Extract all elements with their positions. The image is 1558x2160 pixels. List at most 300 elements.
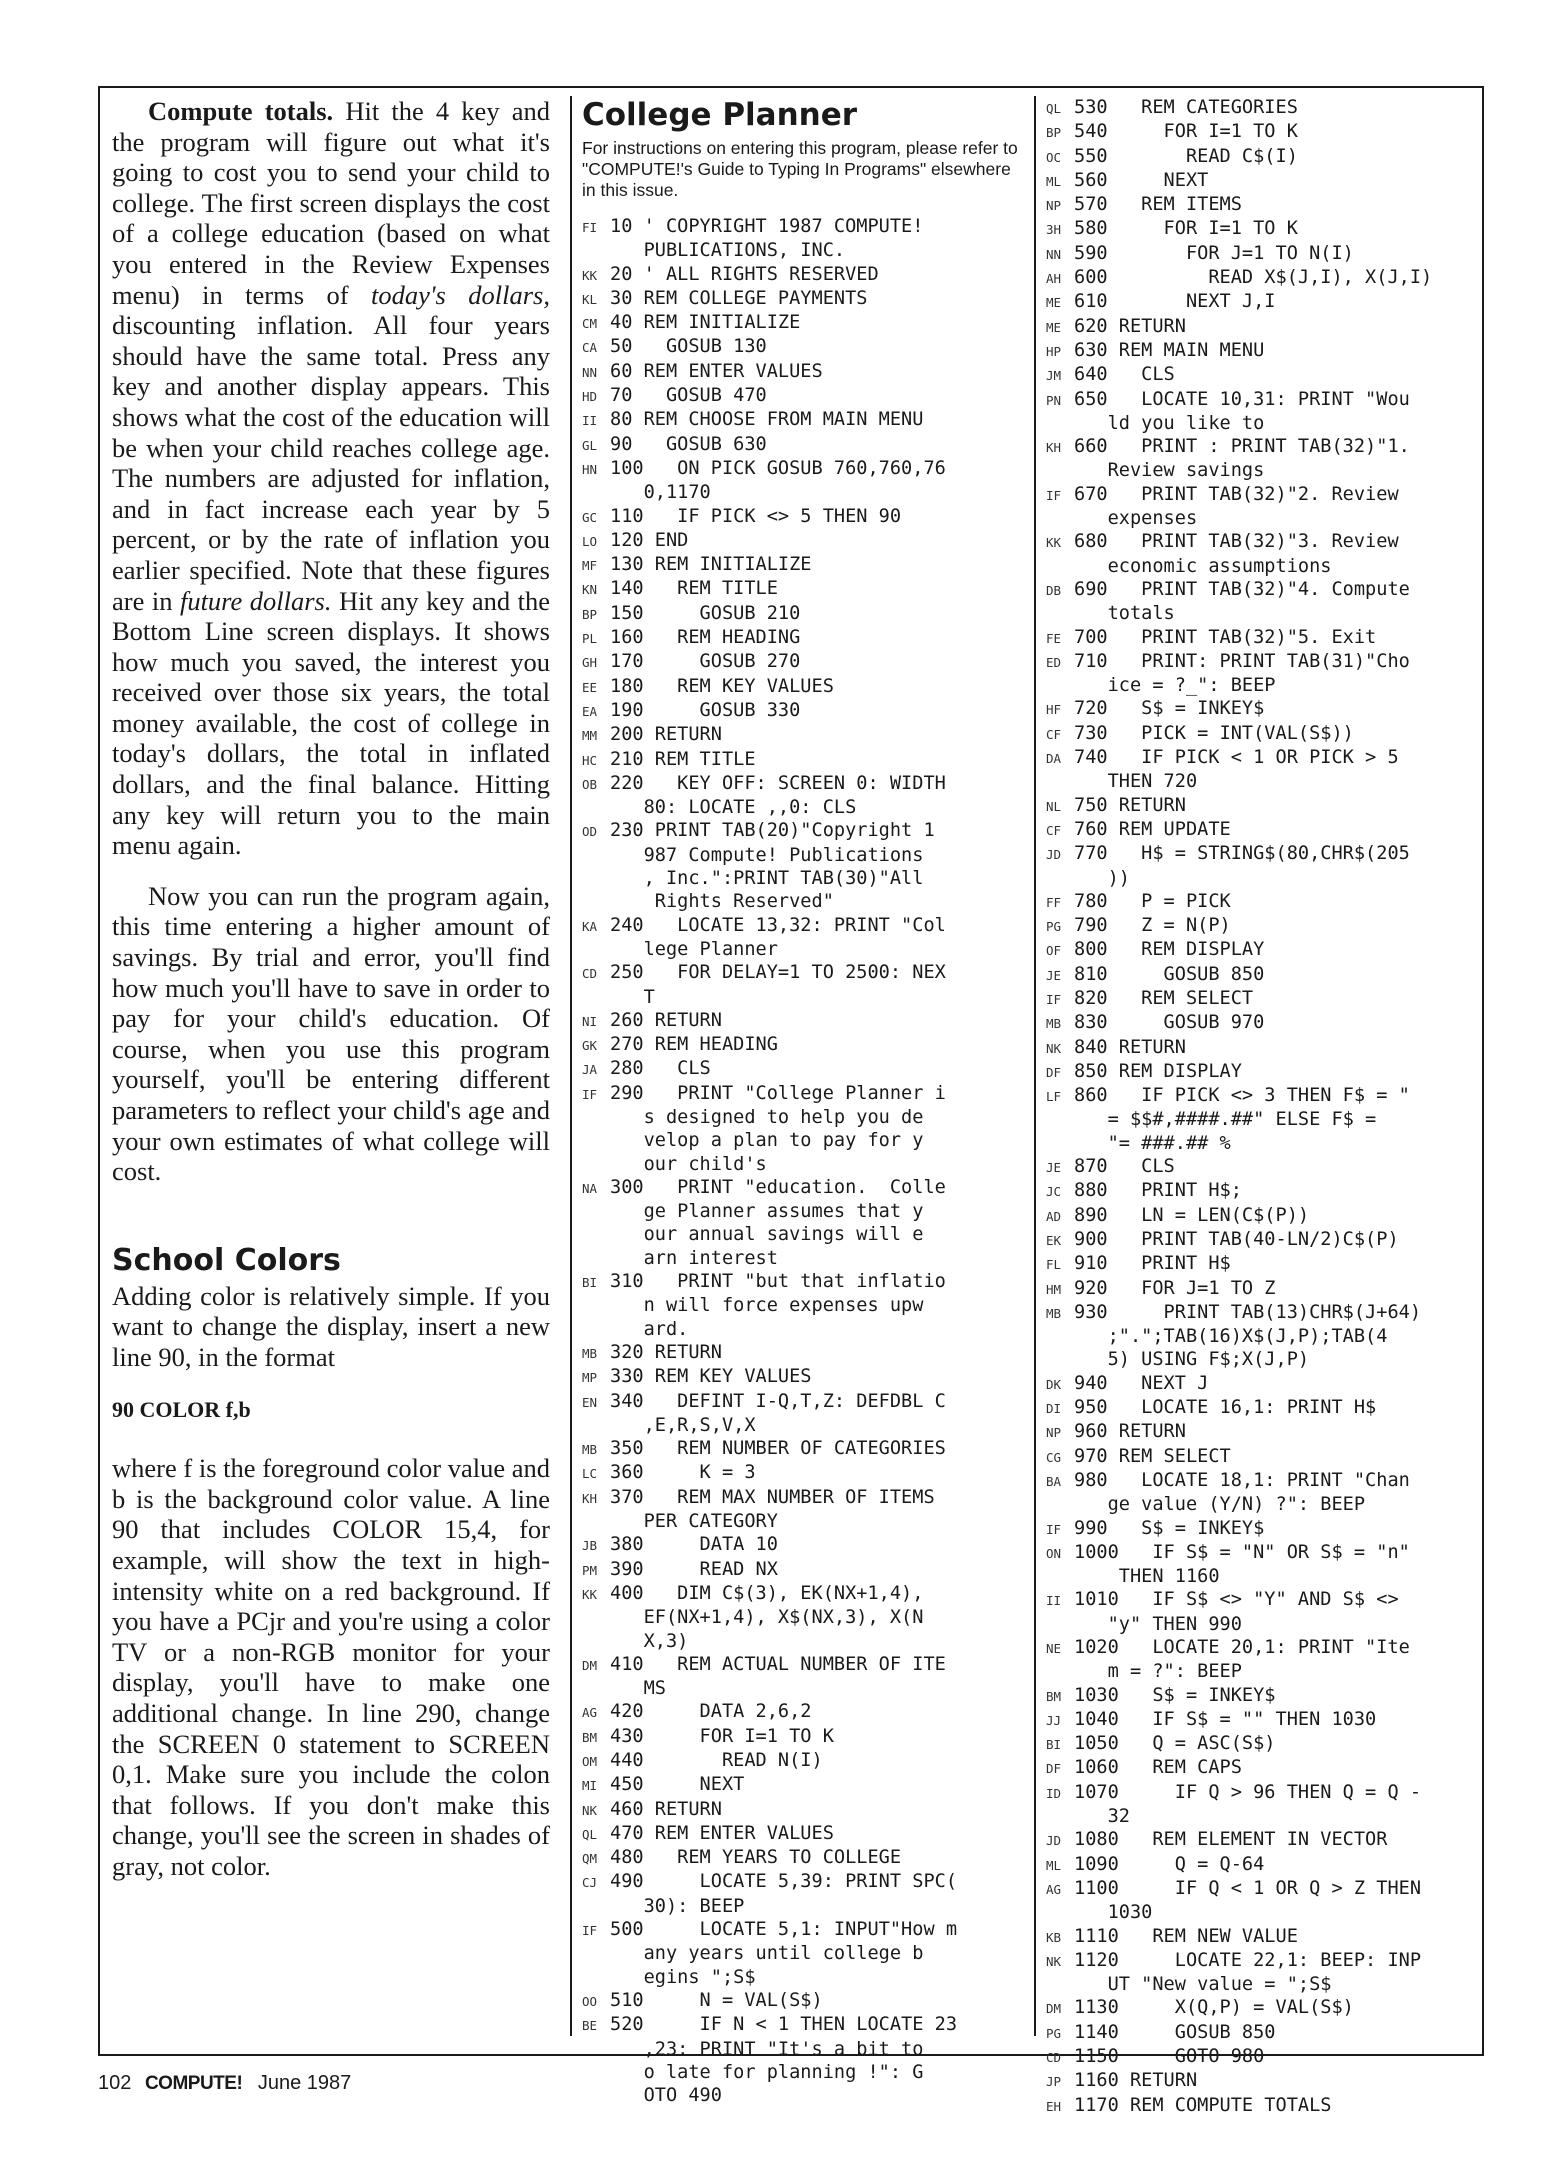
code-line: [582, 650, 1024, 674]
checksum: AH: [1046, 271, 1062, 287]
code-line: [1046, 435, 1476, 459]
checksum: KB: [1046, 1929, 1062, 1945]
checksum: GK: [582, 1038, 598, 1054]
code-line: [1046, 1805, 1476, 1828]
code-text: 350 REM NUMBER OF CATEGORIES: [610, 1438, 946, 1460]
code-text: 1170 REM COMPUTE TOTALS: [1074, 2094, 1332, 2116]
code-line: [582, 239, 1024, 262]
code-line: [582, 1153, 1024, 1176]
code-line: [582, 914, 1024, 938]
code-text: 810 GOSUB 850: [1074, 963, 1265, 985]
code-line: [1046, 1011, 1476, 1035]
checksum: QL: [582, 1826, 598, 1842]
code-text: 500 LOCATE 5,1: INPUT"How m: [610, 1919, 958, 1941]
code-line: [1046, 388, 1476, 412]
code-text: 990 S$ = INKEY$: [1074, 1517, 1265, 1539]
checksum: ID: [1046, 1785, 1062, 1801]
checksum: JA: [582, 1062, 598, 1078]
code-text: )): [1074, 867, 1130, 889]
article-column: [112, 96, 550, 1881]
code-line: [1046, 1325, 1476, 1348]
code-line: [1046, 1877, 1476, 1901]
code-line: [582, 2013, 1024, 2037]
code-text: 1030: [1074, 1902, 1153, 1924]
code-line: [582, 699, 1024, 723]
code-line: [1046, 1828, 1476, 1852]
code-line: [1046, 315, 1476, 339]
checksum: JD: [1046, 1833, 1062, 1849]
page-footer: [98, 2072, 351, 2095]
checksum: MB: [582, 1345, 598, 1361]
code-text: ge value (Y/N) ?": BEEP: [1074, 1494, 1366, 1516]
code-text: 610 NEXT J,I: [1074, 291, 1276, 313]
checksum: KK: [582, 267, 598, 283]
code-line: [1046, 1732, 1476, 1756]
checksum: NK: [582, 1802, 598, 1818]
checksum: AD: [1046, 1208, 1062, 1224]
code-line: [582, 408, 1024, 432]
checksum: JC: [1046, 1184, 1062, 1200]
checksum: MB: [1046, 1305, 1062, 1321]
code-line: [1046, 1925, 1476, 1949]
checksum: GL: [582, 437, 598, 453]
checksum: EK: [1046, 1232, 1062, 1248]
code-line: [1046, 1277, 1476, 1301]
code-text: 1090 Q = Q-64: [1074, 1853, 1265, 1875]
code-text: m = ?": BEEP: [1074, 1661, 1242, 1683]
checksum: NP: [1046, 198, 1062, 214]
code-line: [1046, 987, 1476, 1011]
code-text: 1100 IF Q < 1 OR Q > Z THEN: [1074, 1877, 1422, 1899]
code-line: [582, 215, 1024, 239]
code-line: [582, 1942, 1024, 1965]
code-text: 400 DIM C$(3), EK(NX+1,4),: [610, 1582, 924, 1604]
code-line: [1046, 120, 1476, 144]
checksum: JD: [1046, 847, 1062, 863]
code-text: 80 REM CHOOSE FROM MAIN MENU: [610, 409, 924, 431]
code-text: 440 READ N(I): [610, 1750, 823, 1771]
code-line: [582, 457, 1024, 481]
code-line: [582, 1725, 1024, 1749]
checksum: AG: [1046, 1881, 1062, 1897]
code-text: 410 REM ACTUAL NUMBER OF ITE: [610, 1653, 946, 1675]
code-line: [582, 1653, 1024, 1677]
code-text: 20 ' ALL RIGHTS RESERVED: [610, 263, 879, 285]
checksum: NK: [1046, 1040, 1062, 1056]
code-text: 540 FOR I=1 TO K: [1074, 121, 1298, 143]
code-line: [582, 1846, 1024, 1870]
checksum: CF: [1046, 726, 1062, 742]
code-line: [582, 1895, 1024, 1918]
checksum: HD: [582, 389, 598, 405]
checksum: DA: [1046, 751, 1062, 767]
code-line: [1046, 1060, 1476, 1084]
page-number: 102: [98, 2072, 132, 2094]
checksum: DK: [1046, 1376, 1062, 1392]
checksum: OM: [582, 1754, 598, 1769]
checksum: DM: [582, 1657, 598, 1673]
checksum: EE: [582, 679, 598, 695]
code-text: 987 Compute! Publications: [610, 844, 924, 866]
code-text: 880 PRINT H$;: [1074, 1180, 1242, 1202]
checksum: NA: [582, 1180, 598, 1196]
code-line: [1046, 96, 1476, 120]
code-text: our child's: [610, 1153, 767, 1175]
code-line: [1046, 1517, 1476, 1541]
code-text: 800 REM DISPLAY: [1074, 939, 1265, 961]
code-text: 510 N = VAL(S$): [610, 1989, 823, 2011]
checksum: CD: [1046, 2050, 1062, 2066]
code-line: [582, 1461, 1024, 1485]
code-line: [582, 577, 1024, 601]
code-line: [582, 890, 1024, 913]
code-text: 450 NEXT: [610, 1774, 745, 1796]
code-text: 830 GOSUB 970: [1074, 1012, 1265, 1034]
code-text: 1130 X(Q,P) = VAL(S$): [1074, 1997, 1354, 2019]
code-line: [1046, 169, 1476, 193]
code-line: [1046, 818, 1476, 842]
code-line: [1046, 770, 1476, 793]
checksum: HN: [582, 461, 598, 477]
code-line: [1046, 602, 1476, 625]
code-text: 1150 GOTO 980: [1074, 2046, 1265, 2068]
checksum: JJ: [1046, 1712, 1062, 1728]
code-line: [582, 1129, 1024, 1152]
code-text: economic assumptions: [1074, 555, 1332, 577]
code-line: [1046, 1493, 1476, 1516]
code-text: 600 READ X$(J,I), X(J,I): [1074, 267, 1433, 289]
code-text: 620 RETURN: [1074, 315, 1186, 337]
code-text: 690 PRINT TAB(32)"4. Compute: [1074, 578, 1410, 600]
code-line: [1046, 1108, 1476, 1131]
code-text: 770 H$ = STRING$(80,CHR$(205: [1074, 843, 1410, 865]
code-line: [582, 335, 1024, 359]
code-line: [582, 481, 1024, 504]
checksum: IF: [582, 1923, 598, 1939]
code-text: n will force expenses upw: [610, 1295, 924, 1317]
code-text: , Inc.":PRINT TAB(30)"All: [610, 868, 924, 890]
code-text: any years until college b: [610, 1943, 924, 1965]
code-line: [1046, 2045, 1476, 2069]
checksum: MM: [582, 728, 598, 744]
code-text: 32: [1074, 1806, 1130, 1828]
code-line: [1046, 914, 1476, 938]
code-line: [1046, 290, 1476, 314]
code-text: T: [610, 986, 655, 1008]
code-text: 860 IF PICK <> 3 THEN F$ = ": [1074, 1085, 1410, 1107]
code-line: [582, 626, 1024, 650]
checksum: GC: [582, 509, 598, 525]
checksum: BP: [1046, 125, 1062, 141]
checksum: OC: [1046, 149, 1062, 165]
code-line: [582, 1606, 1024, 1629]
checksum: KH: [582, 1490, 598, 1506]
code-text: 630 REM MAIN MENU: [1074, 339, 1265, 361]
code-line: [582, 2061, 1024, 2084]
checksum: FI: [582, 220, 598, 235]
code-line: [1046, 963, 1476, 987]
code-line: [582, 1223, 1024, 1246]
code-line: [1046, 1396, 1476, 1420]
code-text: 590 FOR J=1 TO N(I): [1074, 242, 1354, 264]
code-line: [582, 986, 1024, 1009]
code-line: [582, 1510, 1024, 1533]
code-line: [1046, 1973, 1476, 1996]
checksum: FF: [1046, 894, 1062, 910]
code-line: [582, 287, 1024, 311]
code-line: [1046, 722, 1476, 746]
code-line: [582, 844, 1024, 867]
checksum: BM: [1046, 1688, 1062, 1704]
code-line: [582, 2084, 1024, 2107]
code-text: MS: [610, 1678, 666, 1700]
code-text: 1020 LOCATE 20,1: PRINT "Ite: [1074, 1637, 1410, 1658]
code-text: 280 CLS: [610, 1058, 711, 1080]
code-text: 230 PRINT TAB(20)"Copyright 1: [610, 820, 935, 842]
code-line: [582, 1390, 1024, 1414]
code-line: [582, 1270, 1024, 1294]
code-text: 220 KEY OFF: SCREEN 0: WIDTH: [610, 772, 946, 794]
code-text: 680 PRINT TAB(32)"3. Review: [1074, 531, 1399, 553]
code-text: totals: [1074, 603, 1175, 625]
code-text: ;".";TAB(16)X$(J,P);TAB(4: [1074, 1326, 1388, 1348]
code-line: [1046, 459, 1476, 482]
checksum: LC: [582, 1466, 598, 1482]
code-text: 730 PICK = INT(VAL(S$)): [1074, 722, 1354, 744]
code-text: 1000 IF S$ = "N" OR S$ = "n": [1074, 1541, 1410, 1563]
code-text: 170 GOSUB 270: [610, 651, 801, 673]
code-text: 930 PRINT TAB(13)CHR$(J+64): [1074, 1301, 1422, 1323]
code-line: [582, 360, 1024, 384]
code-text: 1050 Q = ASC(S$): [1074, 1733, 1276, 1755]
code-line: [1046, 890, 1476, 914]
code-line: [1046, 697, 1476, 721]
checksum: DF: [1046, 1064, 1062, 1080]
code-text: 1010 IF S$ <> "Y" AND S$ <>: [1074, 1589, 1399, 1611]
code-text: 10 ' COPYRIGHT 1987 COMPUTE!: [610, 216, 924, 237]
code-line: [1046, 339, 1476, 363]
code-text: 290 PRINT "College Planner i: [610, 1082, 946, 1104]
code-text: 670 PRINT TAB(32)"2. Review: [1074, 483, 1399, 505]
code-line: [1046, 1660, 1476, 1683]
code-text: 900 PRINT TAB(40-LN/2)C$(P): [1074, 1228, 1399, 1250]
code-text: 890 LN = LEN(C$(P)): [1074, 1204, 1310, 1226]
code-text: 70 GOSUB 470: [610, 385, 767, 407]
code-line: [1046, 2094, 1476, 2118]
code-line: [582, 1318, 1024, 1341]
code-text: 250 FOR DELAY=1 TO 2500: NEX: [610, 962, 946, 984]
column-rule: [570, 96, 572, 2036]
code-text: s designed to help you de: [610, 1106, 924, 1128]
code-text: UT "New value = ";S$: [1074, 1974, 1332, 1996]
checksum: EH: [1046, 2098, 1062, 2114]
code-text: 80: LOCATE ,,0: CLS: [610, 797, 857, 819]
code-text: 160 REM HEADING: [610, 627, 801, 649]
code-text: 840 RETURN: [1074, 1036, 1186, 1058]
code-text: 850 REM DISPLAY: [1074, 1060, 1242, 1082]
code-text: 920 FOR J=1 TO Z: [1074, 1277, 1276, 1299]
code-line: [1046, 217, 1476, 241]
code-line: [582, 1365, 1024, 1389]
code-line: [582, 311, 1024, 335]
code-text: ,E,R,S,V,X: [610, 1414, 756, 1436]
checksum: PN: [1046, 392, 1062, 408]
checksum: CD: [582, 966, 598, 982]
code-text: 110 IF PICK <> 5 THEN 90: [610, 505, 902, 527]
checksum: LO: [582, 533, 598, 549]
code-line: [582, 1176, 1024, 1200]
code-text: 820 REM SELECT: [1074, 987, 1254, 1009]
code-text: 1160 RETURN: [1074, 2070, 1198, 2092]
code-text: 1140 GOSUB 850: [1074, 2021, 1276, 2043]
code-text: 580 FOR I=1 TO K: [1074, 218, 1298, 240]
code-line: [1046, 530, 1476, 554]
code-text: 650 LOCATE 10,31: PRINT "Wou: [1074, 388, 1410, 410]
checksum: KK: [582, 1586, 598, 1602]
code-text: 910 PRINT H$: [1074, 1253, 1231, 1275]
checksum: EN: [582, 1394, 598, 1410]
code-text: expenses: [1074, 508, 1198, 530]
code-line: [582, 553, 1024, 577]
code-line: [1046, 1901, 1476, 1924]
code-line: [582, 1009, 1024, 1033]
checksum: BI: [1046, 1737, 1062, 1753]
code-text: velop a plan to pay for y: [610, 1130, 924, 1152]
code-text: EF(NX+1,4), X$(NX,3), X(N: [610, 1607, 924, 1629]
checksum: DI: [1046, 1401, 1062, 1417]
code-line: [582, 1414, 1024, 1437]
code-text: X,3): [610, 1630, 689, 1652]
code-line: [1046, 1252, 1476, 1276]
code-line: [1046, 1541, 1476, 1565]
code-text: 480 REM YEARS TO COLLEGE: [610, 1847, 902, 1869]
code-line: [1046, 242, 1476, 266]
code-line: [582, 1247, 1024, 1270]
code-text: 200 RETURN: [610, 724, 722, 746]
code-line: [1046, 1228, 1476, 1252]
code-text: 710 PRINT: PRINT TAB(31)"Cho: [1074, 650, 1410, 672]
code-line: [1046, 1781, 1476, 1805]
checksum: CF: [1046, 822, 1062, 838]
code-line: [582, 1533, 1024, 1557]
code-text: 130 REM INITIALIZE: [610, 554, 812, 576]
code-line: [1046, 674, 1476, 697]
code-text: ,23: PRINT "It's a bit to: [610, 2038, 924, 2060]
code-text: 240 LOCATE 13,32: PRINT "Col: [610, 914, 946, 936]
checksum: JE: [1046, 967, 1062, 983]
code-text: 210 REM TITLE: [610, 748, 756, 770]
code-text: 90 GOSUB 630: [610, 433, 767, 455]
paragraph-adding-color: Adding color is relatively simple. If you want to change the display, insert a new line 90, in the format: [112, 1280, 550, 1372]
code-line: [582, 1558, 1024, 1582]
code-line: [1046, 1420, 1476, 1444]
code-text: 870 CLS: [1074, 1156, 1175, 1178]
checksum: ME: [1046, 295, 1062, 311]
code-line: [1046, 1036, 1476, 1060]
checksum: LF: [1046, 1089, 1062, 1105]
code-text: 380 DATA 10: [610, 1534, 778, 1556]
code-text: 1110 REM NEW VALUE: [1074, 1925, 1298, 1947]
code-line: [1046, 1708, 1476, 1732]
listing-instructions: For instructions on entering this program, please refer to "COMPUTE!'s Guide to Typing In Programs" elsewhere in this issue.: [582, 138, 1018, 200]
checksum: II: [582, 413, 598, 429]
code-line: [582, 1294, 1024, 1317]
code-line: [582, 433, 1024, 457]
code-line: [582, 1630, 1024, 1653]
code-line: [582, 602, 1024, 626]
code-text: 50 GOSUB 130: [610, 336, 767, 358]
checksum: NI: [582, 1013, 598, 1029]
code-line: [582, 263, 1024, 287]
checksum: KL: [582, 291, 598, 307]
code-listing: [1046, 96, 1476, 2118]
code-line: [1046, 626, 1476, 650]
code-text: 1040 IF S$ = "" THEN 1030: [1074, 1708, 1377, 1730]
code-text: 30): BEEP: [610, 1895, 745, 1917]
code-line: [1046, 193, 1476, 217]
code-line: [582, 1200, 1024, 1223]
code-line: [1046, 1613, 1476, 1636]
code-line: [1046, 1084, 1476, 1108]
checksum: PM: [582, 1562, 598, 1578]
checksum: KA: [582, 918, 598, 934]
code-line: [582, 1106, 1024, 1129]
code-line: [582, 1773, 1024, 1797]
checksum: II: [1046, 1593, 1062, 1609]
code-line: [1046, 1756, 1476, 1780]
checksum: JP: [1046, 2074, 1062, 2090]
code-text: 490 LOCATE 5,39: PRINT SPC(: [610, 1871, 958, 1893]
code-text: 980 LOCATE 18,1: PRINT "Chan: [1074, 1469, 1410, 1491]
code-text: 790 Z = N(P): [1074, 915, 1231, 937]
code-line: [1046, 794, 1476, 818]
code-text: 640 CLS: [1074, 364, 1175, 386]
code-text: 430 FOR I=1 TO K: [610, 1725, 834, 1747]
code-line: [1046, 145, 1476, 169]
code-line: [1046, 1853, 1476, 1877]
paragraph-color-details: where f is the foreground color value and b is the background color value. A line 90 that includes COLOR 15,4, for example, will show the text in high-intensity white on a red background. If you have a PCjr and you're using a color TV or a non-RGB monitor for your display, you'll have to make one additional change. In line 290, change the SCREEN 0 statement to SCREEN 0,1. Make sure you include the colon that follows. If you don't make this change, you'll see the screen in shades of gray, not color.: [112, 1453, 550, 1881]
checksum: JE: [1046, 1160, 1062, 1176]
checksum: BE: [582, 2018, 598, 2034]
lead-in: Compute totals.: [148, 96, 334, 126]
code-text: 320 RETURN: [610, 1341, 722, 1363]
code-text: Rights Reserved": [610, 891, 834, 913]
code-text: 470 REM ENTER VALUES: [610, 1822, 834, 1844]
code-text: 270 REM HEADING: [610, 1034, 778, 1056]
checksum: IF: [1046, 487, 1062, 503]
code-line: [582, 1700, 1024, 1724]
checksum: CA: [582, 340, 598, 356]
checksum: NK: [1046, 1953, 1062, 1969]
code-text: PER CATEGORY: [610, 1511, 778, 1533]
code-line: [1046, 746, 1476, 770]
code-line: [1046, 650, 1476, 674]
code-line: [582, 2038, 1024, 2061]
code-text: 5) USING F$;X(J,P): [1074, 1349, 1310, 1371]
code-text: "y" THEN 990: [1074, 1613, 1242, 1635]
checksum: GH: [582, 655, 598, 671]
code-line: [582, 1989, 1024, 2013]
checksum: OO: [582, 1993, 598, 2009]
checksum: PG: [1046, 2025, 1062, 2041]
code-text: 60 REM ENTER VALUES: [610, 360, 823, 382]
code-listing: [582, 215, 1024, 2107]
code-line: [1046, 1996, 1476, 2020]
checksum: KH: [1046, 440, 1062, 456]
code-text: 970 REM SELECT: [1074, 1445, 1231, 1467]
format-line: 90 COLOR f,b: [112, 1396, 251, 1422]
checksum: OB: [582, 776, 598, 792]
